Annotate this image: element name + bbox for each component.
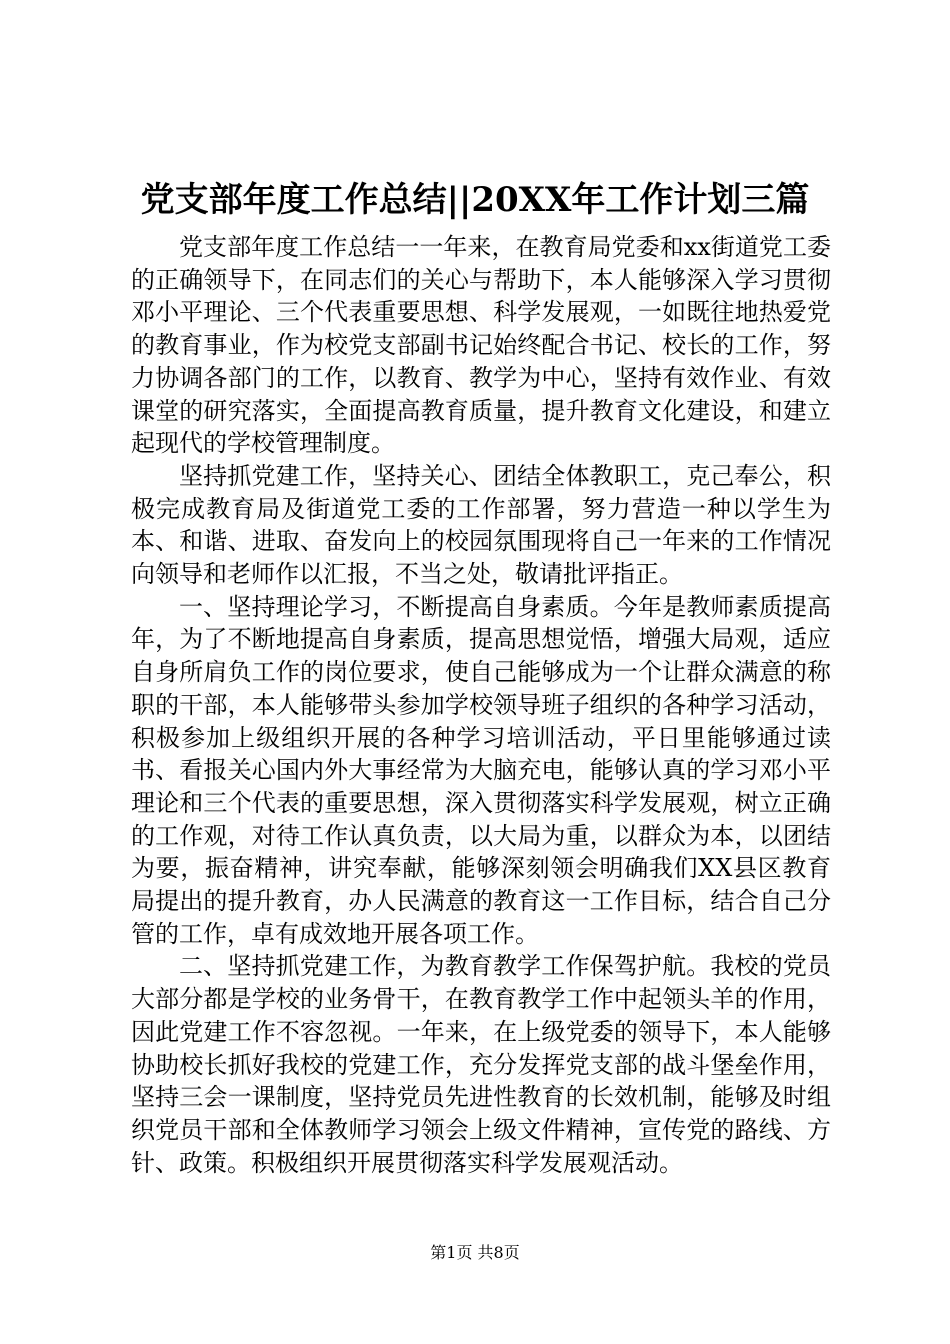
document-body <box>131 231 831 1179</box>
document-title: 党支部年度工作总结||20XX年工作计划三篇 <box>140 180 810 220</box>
paragraph-1: 党支部年度工作总结一一年来，在教育局党委和xx街道党工委的正确领导下，在同志们的关心与帮助下，本人能够深入学习贯彻邓小平理论、三个代表重要思想、科学发展观，一如既往地热爱党的教育事业，作为校党支部副书记始终配合书记、校长的工作，努力协调各部门的工作，以教育、教学为中心，坚持有效作业、有效课堂的研究落实，全面提高教育质量，提升教育文化建设，和建立起现代的学校管理制度。 <box>131 233 831 458</box>
paragraph-3: 一、坚持理论学习，不断提高自身素质。今年是教师素质提高年，为了不断地提高自身素质，提高思想觉悟，增强大局观，适应自身所肩负工作的岗位要求，使自己能够成为一个让群众满意的称职的干部，本人能够带头参加学校领导班子组织的各种学习活动，积极参加上级组织开展的各种学习培训活动，平日里能够通过读书、看报关心国内外大事经常为大脑充电，能够认真的学习邓小平理论和三个代表的重要思想，深入贯彻落实科学发展观，树立正确的工作观，对待工作认真负责，以大局为重，以群众为本，以团结为要，振奋精神，讲究奉献，能够深刻领会明确我们XX县区教育局提出的提升教育，办人民满意的教育这一工作目标，结合自己分管的工作，卓有成效地开展各项工作。 <box>131 592 831 948</box>
page-number-footer: 第1页 共8页 <box>430 1243 520 1262</box>
paragraph-4: 二、坚持抓党建工作，为教育教学工作保驾护航。我校的党员大部分都是学校的业务骨干，在教育教学工作中起领头羊的作用，因此党建工作不容忽视。一年来，在上级党委的领导下，本人能够协助校长抓好我校的党建工作，充分发挥党支部的战斗堡垒作用，坚持三会一课制度，坚持党员先进性教育的长效机制，能够及时组织党员干部和全体教师学习领会上级文件精神，宣传党的路线、方针、政策。积极组织开展贯彻落实科学发展观活动。 <box>131 952 831 1177</box>
paragraph-2: 坚持抓党建工作，坚持关心、团结全体教职工，克己奉公，积极完成教育局及街道党工委的工作部署，努力营造一种以学生为本、和谐、进取、奋发向上的校园氛围现将自己一年来的工作情况向领导和老师作以汇报，不当之处，敬请批评指正。 <box>131 461 831 589</box>
